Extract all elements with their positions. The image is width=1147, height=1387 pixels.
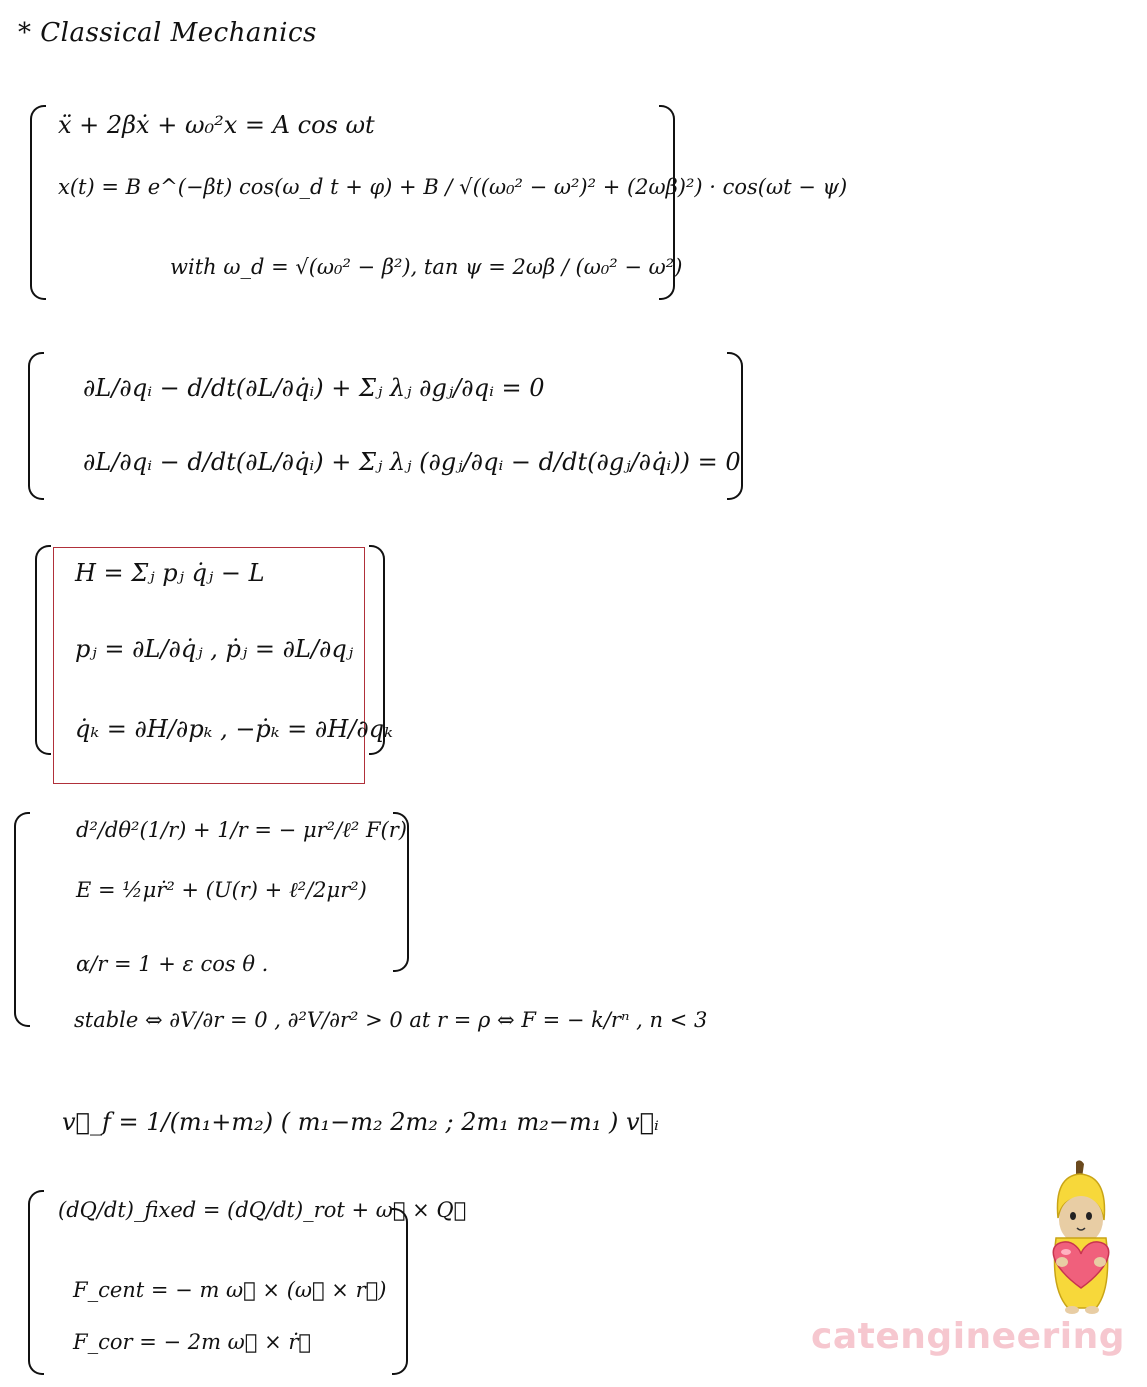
hamilton-equations: q̇ₖ = ∂H/∂pₖ , −ṗₖ = ∂H/∂qₖ xyxy=(75,715,393,743)
coriolis-force: F_cor = − 2m ω⃗ × ṙ⃗ xyxy=(73,1330,311,1354)
left-bracket xyxy=(30,105,46,300)
left-bracket xyxy=(28,352,44,500)
lagrange-multiplier-equation: ∂L/∂qᵢ − d/dt(∂L/∂q̇ᵢ) + Σⱼ λⱼ ∂gⱼ/∂qᵢ = 0 xyxy=(83,374,545,402)
page-title: * Classical Mechanics xyxy=(18,18,317,48)
right-bracket xyxy=(727,352,743,500)
momentum-definitions: pⱼ = ∂L/∂q̇ⱼ , ṗⱼ = ∂L/∂qⱼ xyxy=(75,635,354,663)
rotating-frame-block xyxy=(28,1190,467,1375)
left-bracket xyxy=(28,1190,44,1375)
central-force-block xyxy=(14,812,409,1027)
oscillator-block xyxy=(30,105,848,300)
watermark-text: catengineering xyxy=(811,1316,1125,1357)
collision-velocity-equation: v⃗_f = 1/(m₁+m₂) ( m₁−m₂ 2m₂ ; 2m₁ m₂−m₁ ) v⃗ᵢ xyxy=(62,1108,659,1136)
oscillator-definitions: with ω_d = √(ω₀² − β²), tan ψ = 2ωβ / (ω₀² − ω²) xyxy=(170,255,683,279)
oscillator-equation-of-motion: ẍ + 2βẋ + ω₀²x = A cos ωt xyxy=(58,111,375,139)
banana-cat-heart-icon xyxy=(1040,1158,1130,1318)
rotating-frame-derivative: (dQ/dt)_fixed = (dQ/dt)_rot + ω⃗ × Q⃗ xyxy=(58,1198,467,1222)
energy-equation: E = ½μṙ² + (U(r) + ℓ²/2μr²) xyxy=(76,878,367,902)
oscillator-solution: x(t) = B e^(−βt) cos(ω_d t + φ) + B / √((ω₀² − ω²)² + (2ωβ)²) · cos(ωt − ψ) xyxy=(58,175,848,199)
stability-condition: stable ⇔ ∂V/∂r = 0 , ∂²V/∂r² > 0 at r = ρ ⇔ F = − k/rⁿ , n < 3 xyxy=(74,1008,708,1032)
conic-orbit-equation: α/r = 1 + ε cos θ . xyxy=(76,952,269,976)
hamiltonian-definition: H = Σⱼ pⱼ q̇ⱼ − L xyxy=(75,559,265,587)
left-bracket xyxy=(14,812,30,1027)
hamilton-block xyxy=(35,545,393,755)
right-bracket xyxy=(392,1208,408,1375)
left-bracket xyxy=(35,545,51,755)
centrifugal-force: F_cent = − m ω⃗ × (ω⃗ × r⃗) xyxy=(73,1278,387,1302)
lagrange-block xyxy=(28,352,743,500)
orbit-equation: d²/dθ²(1/r) + 1/r = − μr²/ℓ² F(r) xyxy=(76,818,407,842)
lagrange-nonholonomic-equation: ∂L/∂qᵢ − d/dt(∂L/∂q̇ᵢ) + Σⱼ λⱼ (∂gⱼ/∂qᵢ − d/dt(∂gⱼ/∂q̇ᵢ)) = 0 xyxy=(83,448,741,476)
